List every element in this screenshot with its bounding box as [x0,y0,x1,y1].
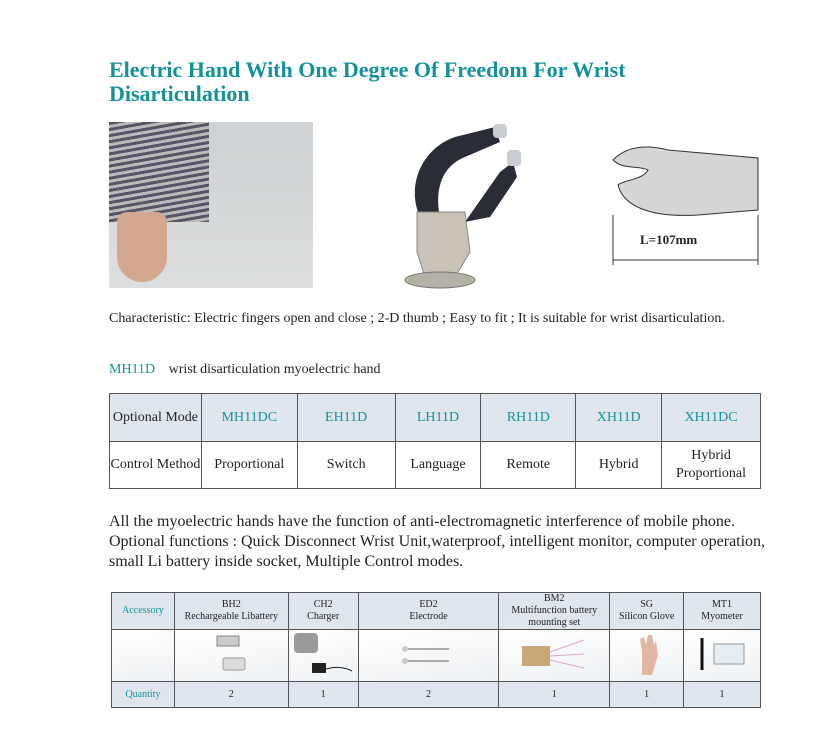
accessory-code: ED2 [419,599,438,610]
glove-image [610,630,684,682]
table-row [112,630,761,682]
accessory-name: Charger [307,611,340,622]
method-cell: Proportional [201,442,297,489]
row-label: Accessory [112,593,175,630]
electric-hand-image [395,122,530,290]
characteristic-text: Characteristic: Electric fingers open and close ; 2-D thumb ; Easy to fit ; It is suitable for wrist disarticulation. [109,311,725,326]
mode-cell: LH11D [395,394,481,442]
mode-cell: RH11D [481,394,576,442]
arm-photo [109,122,313,288]
accessory-cell [684,593,761,630]
row-label: Quantity [112,682,175,708]
mounting-set-image [499,630,610,682]
mode-cell: XH11DC [662,394,761,442]
accessory-code: BM2 [544,593,565,604]
table-row [110,442,761,489]
hand-dimension-diagram [608,140,763,268]
paragraph-line: All the myoelectric hands have the function of anti-electromagnetic interference of mobile phone. [109,513,735,530]
method-cell: Remote [481,442,576,489]
row-label: Optional Mode [110,394,202,442]
charger-image [288,630,358,682]
control-modes-table [109,393,761,489]
table-row [112,593,761,630]
row-label: Control Method [110,442,202,489]
accessory-code: BH2 [221,599,241,610]
accessory-code: MT1 [712,599,733,610]
table-row [112,682,761,708]
functions-paragraph [109,512,769,572]
accessory-code: CH2 [313,599,333,610]
qty-cell: 2 [174,682,288,708]
accessory-table [111,592,761,708]
method-cell: Language [395,442,481,489]
table-row [110,394,761,442]
accessory-name: Electrode [409,611,448,622]
accessory-name: Multifunction battery mounting set [511,605,598,628]
model-code: MH11D [109,362,156,377]
method-cell: Switch [297,442,395,489]
qty-cell: 1 [610,682,684,708]
length-label: L=107mm [640,232,698,247]
accessory-name: Myometer [701,611,743,622]
empty-cell [112,630,175,682]
mode-cell: MH11DC [201,394,297,442]
mode-cell: XH11D [576,394,662,442]
paragraph-line: Optional functions : Quick Disconnect Wrist Unit,waterproof, intelligent monitor, computer operation, small Li battery inside socket, Multiple Control modes. [109,533,766,570]
electrode-image [358,630,499,682]
accessory-cell [610,593,684,630]
qty-cell: 1 [288,682,358,708]
page-title: Electric Hand With One Degree Of Freedom For Wrist Disarticulation [109,57,626,106]
accessory-name: Rechargeable Libattery [184,611,278,622]
accessory-cell [288,593,358,630]
mode-cell: EH11D [297,394,395,442]
qty-cell: 1 [499,682,610,708]
battery-image [174,630,288,682]
accessory-code: SG [640,599,654,610]
accessory-cell [499,593,610,630]
accessory-name: Silicon Glove [618,611,675,622]
method-cell: Hybrid [576,442,662,489]
qty-cell: 1 [684,682,761,708]
accessory-cell [358,593,499,630]
model-line [109,362,381,378]
myometer-image [684,630,761,682]
model-desc: wrist disarticulation myoelectric hand [168,362,381,377]
qty-cell: 2 [358,682,499,708]
method-cell: Hybrid Proportional [662,442,761,489]
accessory-cell [174,593,288,630]
